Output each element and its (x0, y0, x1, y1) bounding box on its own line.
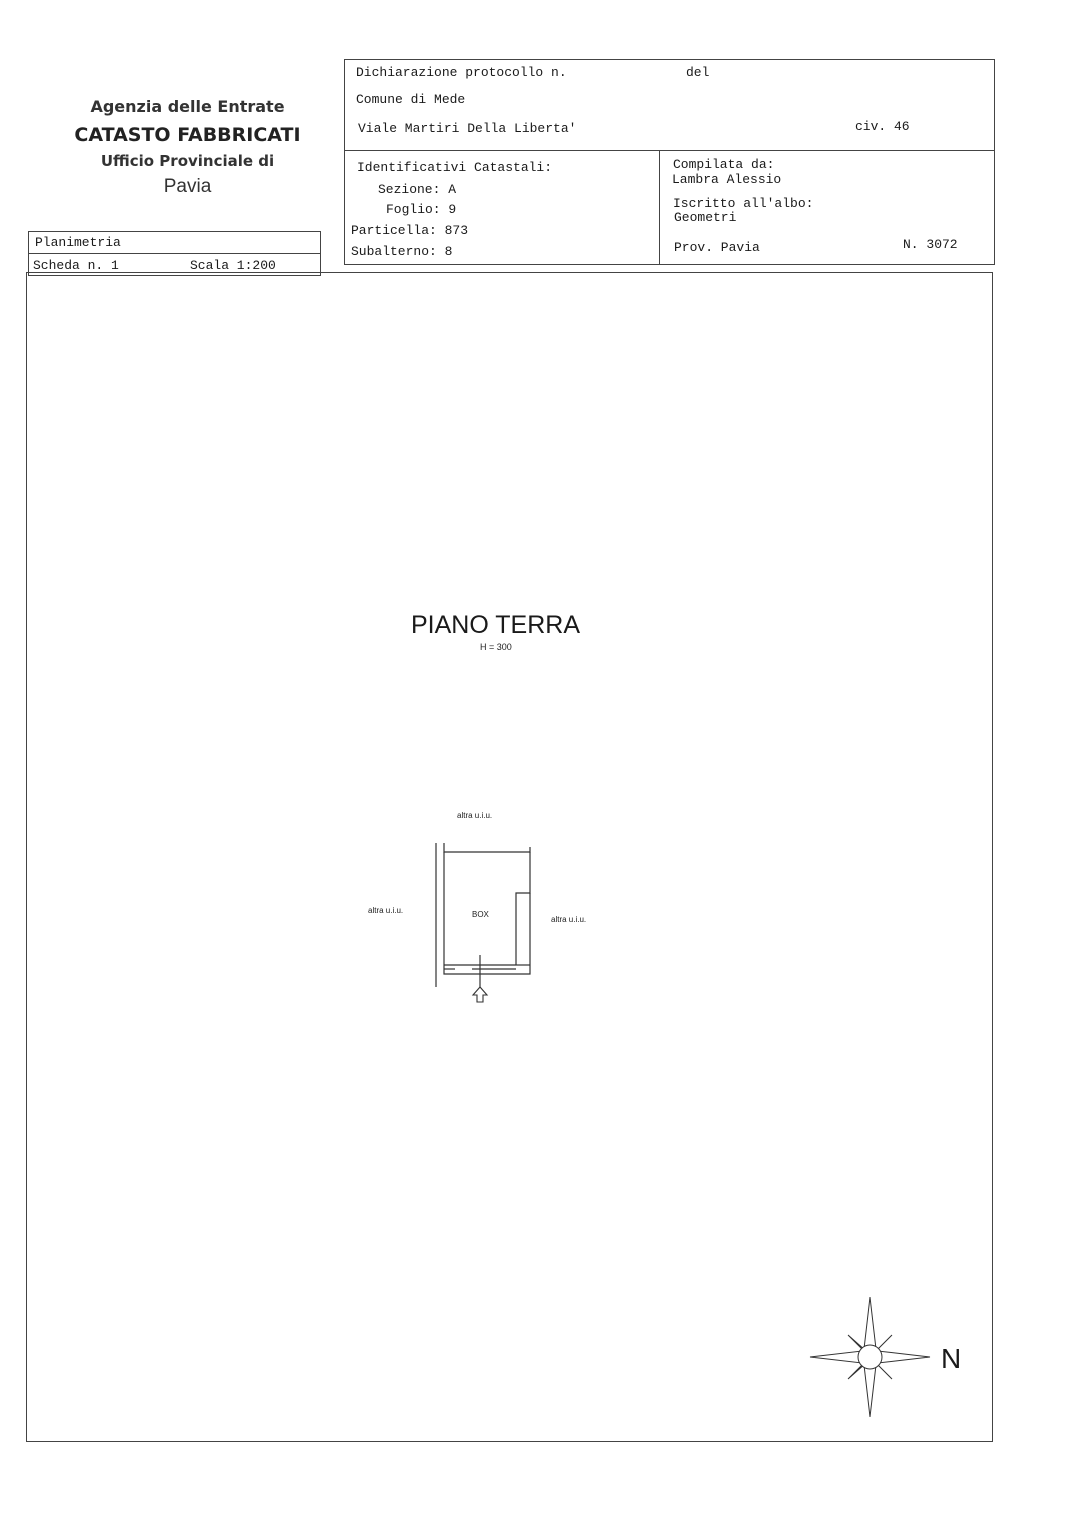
albo-label: Iscritto all'albo: (673, 196, 814, 211)
identifiers-heading: Identificativi Catastali: (357, 160, 553, 175)
agency-department: CATASTO FABBRICATI (74, 124, 301, 146)
floor-plan (420, 835, 560, 1010)
adjacent-unit-right: altra u.i.u. (551, 915, 587, 924)
protocol-label: Dichiarazione protocollo n. (356, 65, 567, 80)
compass-rose-icon (808, 1295, 938, 1420)
civic-number: civ. 46 (855, 119, 910, 134)
adjacent-unit-top: altra u.i.u. (457, 811, 493, 820)
registration-number: N. 3072 (903, 237, 958, 252)
sheet-info-divider (28, 253, 321, 254)
adjacent-unit-left: altra u.i.u. (368, 906, 404, 915)
albo: Geometri (674, 210, 737, 225)
protocol-date-label: del (686, 65, 710, 80)
floor-title: PIANO TERRA (411, 611, 581, 639)
address: Viale Martiri Della Liberta' (358, 121, 577, 136)
province: Prov. Pavia (674, 240, 760, 255)
sheet-scale: Scala 1:200 (190, 258, 276, 273)
identifiers-divider (659, 150, 660, 265)
sheet-number: Scheda n. 1 (33, 258, 119, 273)
agency-office: Ufficio Provinciale di (100, 152, 275, 170)
identifier-particella: Particella: 873 (351, 223, 469, 238)
comune: Comune di Mede (356, 92, 466, 107)
sheet-type: Planimetria (35, 235, 121, 250)
compiled-by-label: Compilata da: (673, 157, 775, 172)
entrance-arrow-icon (473, 987, 487, 1002)
compiled-by: Lambra Alessio (672, 172, 782, 187)
floor-height: H = 300 (480, 642, 512, 652)
declaration-divider (344, 150, 995, 151)
identifier-subalterno: Subalterno: 8 (351, 244, 453, 259)
room-label-box: BOX (472, 910, 489, 919)
agency-city: Pavia (163, 176, 212, 197)
identifier-foglio: Foglio: 9 (386, 202, 457, 217)
identifier-sezione: Sezione: A (378, 182, 457, 197)
north-label: N (941, 1343, 962, 1374)
agency-name: Agenzia delle Entrate (90, 97, 285, 116)
